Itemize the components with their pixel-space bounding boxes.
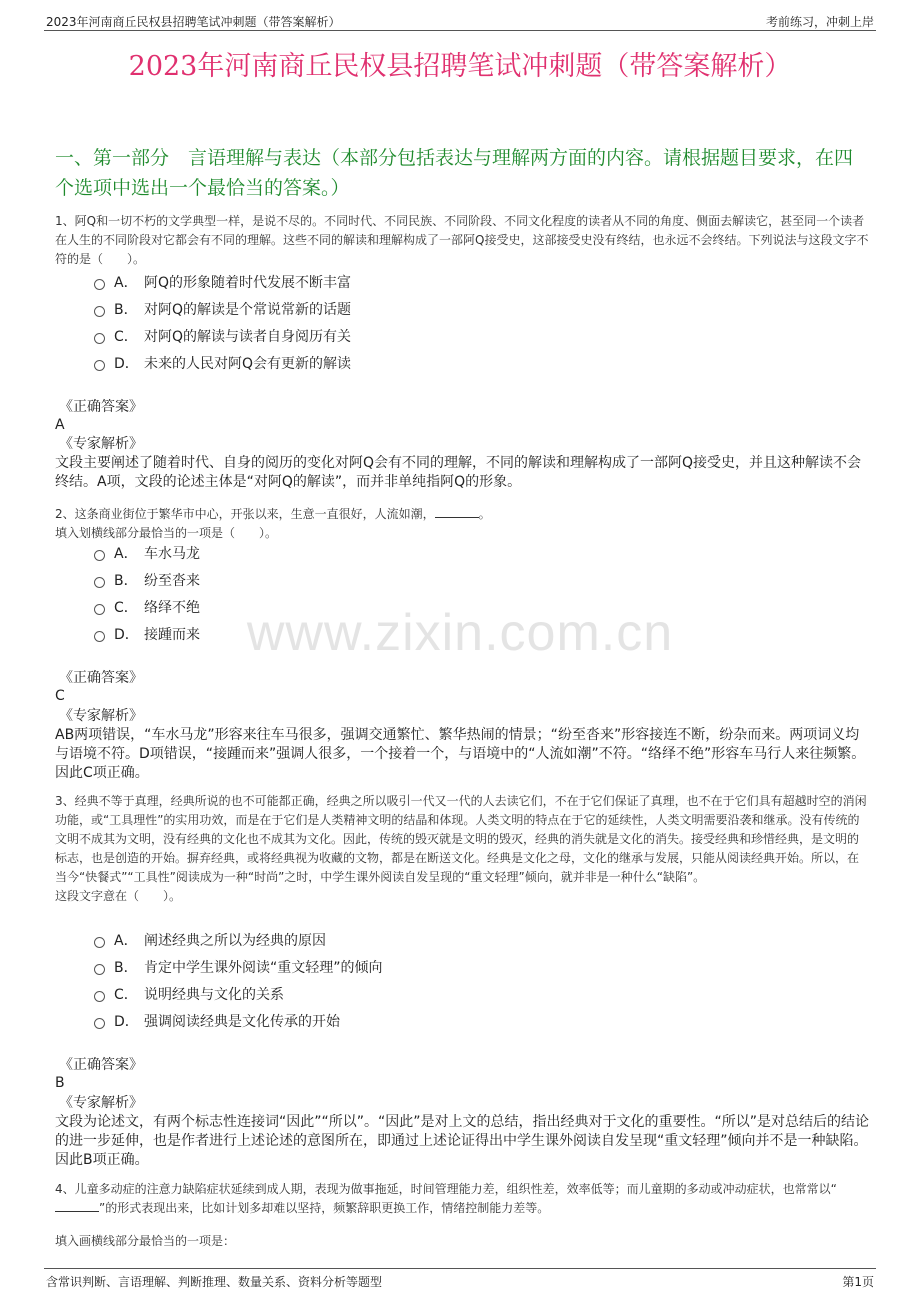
page-number: 第1页 (842, 1275, 874, 1289)
question-2-option-b[interactable]: B． 纷至沓来 (94, 568, 794, 595)
radio-icon[interactable] (94, 333, 105, 344)
question-1-stem (55, 212, 870, 269)
answer-value: B (55, 1075, 65, 1091)
page-header (44, 8, 876, 31)
radio-icon[interactable] (94, 306, 105, 317)
question-1-option-d[interactable]: D． 未来的人民对阿Q会有更新的解读 (94, 351, 794, 378)
answer-label: 《正确答案》 (59, 670, 143, 686)
answer-label: 《正确答案》 (59, 1057, 143, 1073)
question-4-prompt: 填入画横线部分最恰当的一项是： (55, 1234, 236, 1248)
header-slogan: 考前练习，冲刺上岸 (765, 15, 874, 29)
radio-icon[interactable] (94, 577, 105, 588)
analysis-label: 《专家解析》 (59, 436, 143, 452)
answer-value: A (55, 417, 65, 433)
radio-icon[interactable] (94, 937, 105, 948)
question-2-option-c[interactable]: C． 络绎不绝 (94, 595, 794, 622)
question-2-option-a[interactable]: A． 车水马龙 (94, 541, 794, 568)
question-1-text: 1、阿Q和一切不朽的文学典型一样，是说不尽的。不同时代、不同民族、不同阶段、不同文化程度的读者从不同的角度、侧面去解读它，甚至同一个读者在人生的不同阶段对它都会有不同的理解。这些不同的解读和理解构成了一部阿Q接受史，这部接受史没有终结，也永远不会终结。下列说法与这段文字不符的是（ ）。 (55, 214, 869, 266)
radio-icon[interactable] (94, 964, 105, 975)
question-1-option-c[interactable]: C． 对阿Q的解读与读者自身阅历有关 (94, 324, 794, 351)
analysis-text: 文段为论述文，有两个标志性连接词“因此”“所以”。“因此”是对上文的总结，指出经典对于文化的重要性。“所以”是对总结后的结论的进一步延伸，也是作者进行上述论述的意图所在，即通过上述论证得出中学生课外阅读自发呈现“重文轻理”倾向并不是一种缺陷。因此B项正确。 (55, 1114, 870, 1168)
radio-icon[interactable] (94, 1018, 105, 1029)
question-3-prompt: 这段文字意在（ ）。 (55, 889, 182, 903)
question-3-analysis (55, 1094, 870, 1170)
question-2-option-d[interactable]: D． 接踵而来 (94, 622, 794, 649)
analysis-label: 《专家解析》 (59, 1095, 143, 1111)
radio-icon[interactable] (94, 360, 105, 371)
question-3-stem (55, 792, 870, 906)
question-4-text: 4、儿童多动症的注意力缺陷症状延续到成人期，表现为做事拖延，时间管理能力差，组织性差，效率低等；而儿童期的多动或冲动症状，也常常以“”的形式表现出来，比如计划多却难以坚持，频繁辞职更换工作，情绪控制能力差等。 (55, 1182, 837, 1215)
question-3-text: 3、经典不等于真理，经典所说的也不可能都正确，经典之所以吸引一代又一代的人去读它们，不在于它们保证了真理，也不在于它们具有超越时空的消闲功能，或“工具理性”的实用功效，而是在于它们是人类精神文明的结晶和体现。人类文明的特点在于它的延续性，人类文明需要沿袭和继承。没有传统的文明不成其为文明，没有经典的文化也不成其为文化。因此，传统的毁灭就是文明的毁灭，经典的消失就是文化的消失。接受经典和珍惜经典，是文明的标志，也是创造的开始。摒弃经典，或将经典视为收藏的文物，都是在断送文化。经典是文化之母，文化的继承与发展，只能从阅读经典开始。所以，在当今“快餐式”“工具性”阅读成为一种“时尚”之时，中学生课外阅读自发呈现的“重文轻理”倾向，就并非是一种什么“缺陷”。 (55, 794, 867, 884)
header-doc-title: 2023年河南商丘民权县招聘笔试冲刺题（带答案解析） (46, 15, 341, 29)
question-2-analysis (55, 707, 870, 783)
radio-icon[interactable] (94, 279, 105, 290)
question-1-analysis (55, 435, 870, 492)
analysis-label: 《专家解析》 (59, 708, 143, 724)
analysis-text: 文段主要阐述了随着时代、自身的阅历的变化对阿Q会有不同的理解，不同的解读和理解构成了一部阿Q接受史，并且这种解读不会终结。A项，文段的论述主体是“对阿Q的解读”，而并非单纯指阿Q的形象。 (55, 455, 862, 490)
question-3-answer (55, 1056, 870, 1097)
question-2-stem (55, 505, 870, 543)
question-2-text: 2、这条商业街位于繁华市中心，开张以来，生意一直很好，人流如潮， 。 (55, 507, 491, 521)
section-title: 一、第一部分 言语理解与表达（本部分包括表达与理解两方面的内容。请根据题目要求，在四个选项中选出一个最恰当的答案。） (55, 147, 854, 199)
question-3-option-c[interactable]: C． 说明经典与文化的关系 (94, 982, 794, 1009)
question-3-option-b[interactable]: B． 肯定中学生课外阅读“重文轻理”的倾向 (94, 955, 794, 982)
question-3-options (94, 928, 794, 1036)
question-4-stem (55, 1180, 870, 1251)
question-3-option-a[interactable]: A． 阐述经典之所以为经典的原因 (94, 928, 794, 955)
answer-label: 《正确答案》 (59, 399, 143, 415)
footer-description: 含常识判断、言语理解、判断推理、数量关系、资料分析等题型 (46, 1275, 383, 1289)
fill-blank (435, 505, 479, 518)
question-2-options (94, 541, 794, 649)
question-3-option-d[interactable]: D． 强调阅读经典是文化传承的开始 (94, 1009, 794, 1036)
analysis-text: AB两项错误，“车水马龙”形容来往车马很多，强调交通繁忙、繁华热闹的情景；“纷至沓来”形容接连不断，纷杂而来。两项词义均与语境不符。D项错误，“接踵而来”强调人很多，一个接着一个，与语境中的“人流如潮”不符。“络绎不绝”形容车马行人来往频繁。因此C项正确。 (55, 727, 866, 781)
page-footer (44, 1268, 876, 1291)
question-1-options (94, 270, 794, 378)
question-1-option-a[interactable]: A． 阿Q的形象随着时代发展不断丰富 (94, 270, 794, 297)
watermark-text: www.zixin.com.cn (246, 604, 674, 662)
question-2-answer (55, 669, 870, 710)
document-title: 2023年河南商丘民权县招聘笔试冲刺题（带答案解析） (128, 51, 792, 82)
radio-icon[interactable] (94, 991, 105, 1002)
answer-value: C (55, 688, 65, 704)
radio-icon[interactable] (94, 631, 105, 642)
radio-icon[interactable] (94, 550, 105, 561)
question-1-option-b[interactable]: B． 对阿Q的解读是个常说常新的话题 (94, 297, 794, 324)
fill-blank (55, 1199, 99, 1212)
radio-icon[interactable] (94, 604, 105, 615)
question-1-answer (55, 398, 870, 439)
question-2-prompt: 填入划横线部分最恰当的一项是（ ）。 (55, 526, 278, 540)
